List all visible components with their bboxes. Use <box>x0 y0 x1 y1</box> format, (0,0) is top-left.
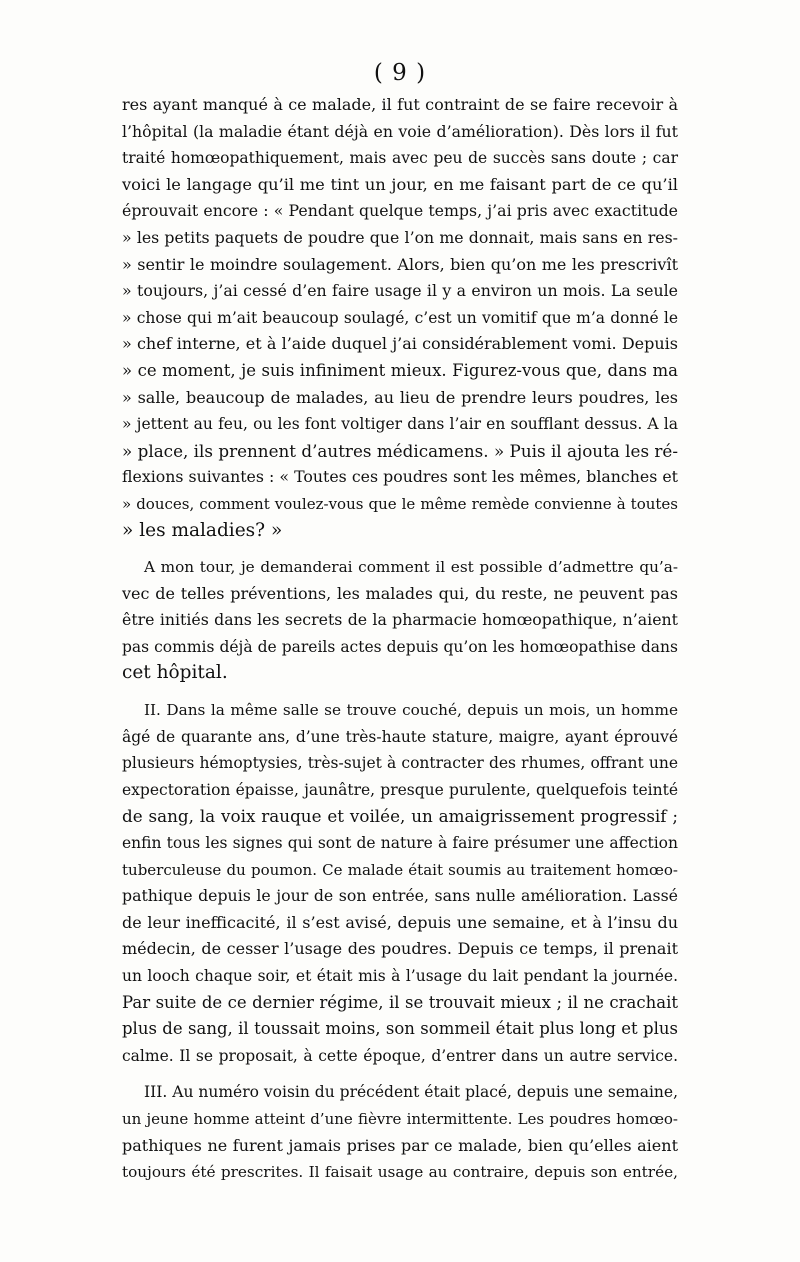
text-line: plus de sang, il toussait moins, son sommeil était plus long et plus <box>122 1019 678 1039</box>
text-line: vec de telles préventions, les malades qui, du reste, ne peuvent pas <box>122 583 678 603</box>
text-line: expectoration épaisse, jaunâtre, presque purulente, quelquefois teinté <box>122 780 678 799</box>
text-line: être initiés dans les secrets de la pharmacie homœopathique, n’aient <box>122 610 678 630</box>
paragraph-3 <box>122 697 678 1069</box>
text-line: tuberculeuse du poumon. Ce malade était soumis au traitement homœo- <box>122 860 678 879</box>
text-line: un looch chaque soir, et était mis à l’usage du lait pendant la journée. <box>122 967 678 985</box>
text-line: II. Dans la même salle se trouve couché, depuis un mois, un homme <box>144 701 678 720</box>
text-line: traité homœopathiquement, mais avec peu de succès sans doute ; car <box>122 149 678 168</box>
text-line: » chef interne, et à l’aide duquel j’ai considérablement vomi. Depuis <box>122 334 678 354</box>
text-line: voici le langage qu’il me tint un jour, en me faisant part de ce qu’il <box>122 174 678 194</box>
paragraph-2 <box>122 554 678 687</box>
text-line: Par suite de ce dernier régime, il se trouvait mieux ; il ne crachait <box>122 992 678 1012</box>
text-line: » douces, comment voulez-vous que le même remède convienne à toutes <box>122 494 678 513</box>
text-line: toujours été prescrites. Il faisait usage au contraire, depuis son entrée, <box>122 1163 678 1182</box>
text-line: de leur inefficacité, il s’est avisé, depuis une semaine, et à l’insu du <box>122 912 678 932</box>
text-line: » toujours, j’ai cessé d’en faire usage il y a environ un mois. La seule <box>122 281 678 301</box>
text-line: A mon tour, je demanderai comment il est possible d’admettre qu’a- <box>144 558 678 577</box>
text-line: un jeune homme atteint d’une fièvre intermittente. Les poudres homœo- <box>122 1109 678 1128</box>
body-text <box>122 92 678 1186</box>
text-line: l’hôpital (la maladie étant déjà en voie d’amélioration). Dès lors il fut <box>122 121 678 141</box>
text-line: calme. Il se proposait, à cette époque, d’entrer dans un autre service. <box>122 1046 678 1065</box>
text-line: éprouvait encore : « Pendant quelque temps, j’ai pris avec exactitude <box>122 201 678 221</box>
text-line: » ce moment, je suis infiniment mieux. Figurez-vous que, dans ma <box>122 360 678 380</box>
text-line: » place, ils prennent d’autres médicamens. » Puis il ajouta les ré- <box>122 440 678 461</box>
text-line: III. Au numéro voisin du précédent était placé, depuis une semaine, <box>144 1083 678 1102</box>
text-line: » les petits paquets de poudre que l’on me donnait, mais sans en res- <box>122 227 678 247</box>
text-line: pathiques ne furent jamais prises par ce malade, bien qu’elles aient <box>122 1135 678 1155</box>
text-line: médecin, de cesser l’usage des poudres. Depuis ce temps, il prenait <box>122 939 678 959</box>
paragraph-1 <box>122 92 678 544</box>
text-line: flexions suivantes : « Toutes ces poudres sont les mêmes, blanches et <box>122 467 678 487</box>
text-line: pathique depuis le jour de son entrée, sans nulle amélioration. Lassé <box>122 886 678 906</box>
text-line: » les maladies? » <box>122 519 283 541</box>
text-line: de sang, la voix rauque et voilée, un amaigrissement progressif ; <box>122 806 678 827</box>
text-line: plusieurs hémoptysies, très-sujet à contracter des rhumes, offrant une <box>122 754 678 773</box>
text-line: enfin tous les signes qui sont de nature à faire présumer une affection <box>122 834 678 853</box>
text-line: cet hôpital. <box>122 662 228 684</box>
text-line: » salle, beaucoup de malades, au lieu de prendre leurs poudres, les <box>122 387 678 407</box>
text-line: » chose qui m’ait beaucoup soulagé, c’est un vomitif que m’a donné le <box>122 308 678 327</box>
text-line: pas commis déjà de pareils actes depuis qu’on les homœopathise dans <box>122 637 678 656</box>
text-line: » jettent au feu, ou les font voltiger dans l’air en soufflant dessus. A la <box>122 415 678 434</box>
paragraph-4 <box>122 1079 678 1185</box>
text-line: » sentir le moindre soulagement. Alors, bien qu’on me les prescrivît <box>122 254 678 274</box>
text-line: âgé de quarante ans, d’une très-haute stature, maigre, ayant éprouvé <box>122 727 678 746</box>
page-number: ( 9 ) <box>373 60 427 86</box>
text-line: res ayant manqué à ce malade, il fut contraint de se faire recevoir à <box>122 95 678 114</box>
